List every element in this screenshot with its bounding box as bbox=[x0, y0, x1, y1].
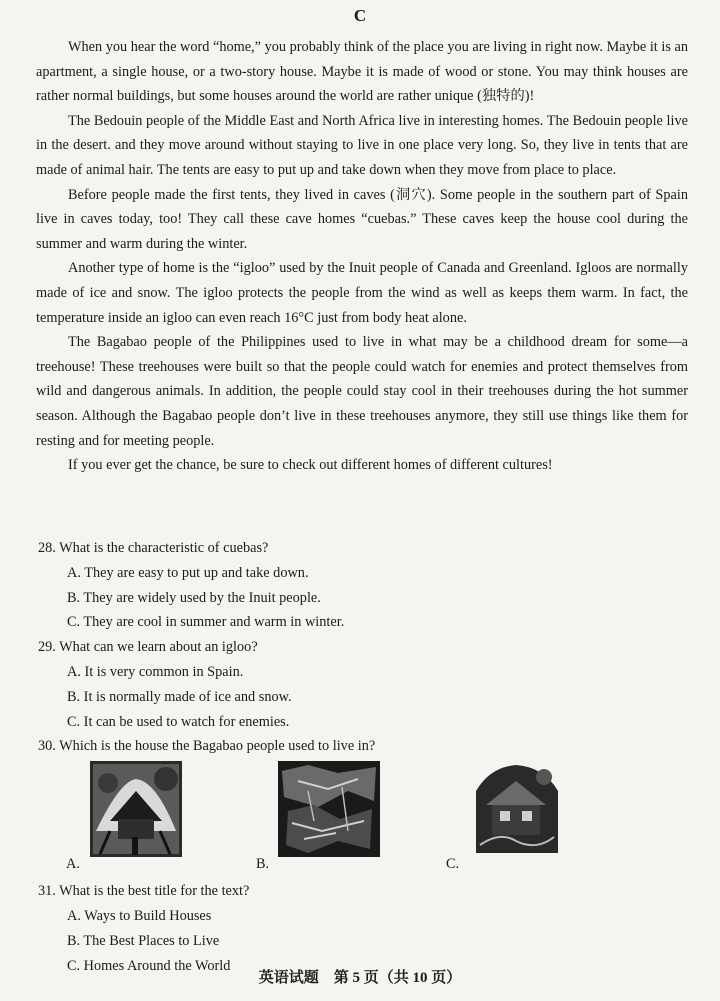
question-list bbox=[38, 536, 678, 978]
question-30-stem: 30. Which is the house the Bagabao people used to live in? bbox=[38, 738, 376, 755]
house-image bbox=[278, 761, 380, 857]
section-title: C bbox=[353, 6, 367, 25]
treehouse-image bbox=[90, 761, 182, 857]
question-30-option-b bbox=[256, 761, 416, 879]
question-29-stem: 29. What can we learn about an igloo? bbox=[38, 639, 258, 656]
question-31-option-b: B. The Best Places to Live bbox=[67, 932, 220, 949]
option-label: B. bbox=[256, 856, 270, 873]
question-29-option-b: B. It is normally made of ice and snow. bbox=[67, 688, 292, 705]
page-footer: 英语试题 第 5 页（共 10 页） bbox=[258, 970, 462, 986]
question-28-option-a: A. They are easy to put up and take down. bbox=[67, 564, 309, 581]
question-30-option-a bbox=[66, 761, 226, 879]
passage-paragraph: The Bedouin people of the Middle East and North Africa live in interesting homes. The Bedouin people live in the desert. and they move around without staying to live in one place very long. So, they live in tents that are made of animal hair. The tents are easy to put up and take down when they move from place to place. bbox=[36, 112, 688, 178]
question-29-option-a: A. It is very common in Spain. bbox=[67, 663, 244, 680]
option-label: C. bbox=[446, 856, 460, 873]
question-28-option-c: C. They are cool in summer and warm in winter. bbox=[67, 614, 345, 631]
question-31-option-c: C. Homes Around the World bbox=[67, 957, 231, 974]
question-28-option-b: B. They are widely used by the Inuit people. bbox=[67, 589, 321, 606]
passage-paragraph: The Bagabao people of the Philippines used to live in what may be a childhood dream for some—a treehouse! These treehouses were built so that the people could watch for enemies and protect themselves from wild and dangerous animals. In addition, the people could stay cool in their treehouses during the hot summer season. Although the Bagabao people don’t live in these treehouses anymore, they still use things like them for resting and for meeting people. bbox=[36, 334, 688, 449]
question-28-stem: 28. What is the characteristic of cuebas? bbox=[38, 540, 269, 556]
house-image bbox=[470, 761, 562, 857]
passage-paragraph: When you hear the word “home,” you probably think of the place you are living in right now. Maybe it is an apartment, a single house, or a two-story house. Maybe it is made of wood or stone. You may think houses are rather normal buildings, but some houses around the world are rather unique (独特的)! bbox=[36, 39, 688, 105]
reading-passage bbox=[36, 35, 688, 478]
question-31-option-a: A. Ways to Build Houses bbox=[67, 907, 212, 924]
passage-paragraph: Another type of home is the “igloo” used by the Inuit people of Canada and Greenland. Igloos are normally made of ice and snow. The igloo protects the people from the wind as well as keeps them warm. In fact, the temperature inside an igloo can even reach 16°C just from body heat alone. bbox=[36, 260, 688, 326]
question-30-pictures bbox=[38, 761, 678, 879]
option-label: A. bbox=[66, 856, 80, 873]
passage-paragraph: Before people made the first tents, they lived in caves (洞穴). Some people in the southern part of Spain live in caves today, too! They call these cave homes “cuebas.” These caves keep the house cool during the summer and warm during the winter. bbox=[36, 186, 688, 252]
question-30-option-c bbox=[446, 761, 616, 879]
passage-paragraph: If you ever get the chance, be sure to check out different homes of different cultures! bbox=[68, 457, 553, 474]
question-31-stem: 31. What is the best title for the text? bbox=[38, 883, 250, 900]
question-29-option-c: C. It can be used to watch for enemies. bbox=[67, 713, 290, 730]
